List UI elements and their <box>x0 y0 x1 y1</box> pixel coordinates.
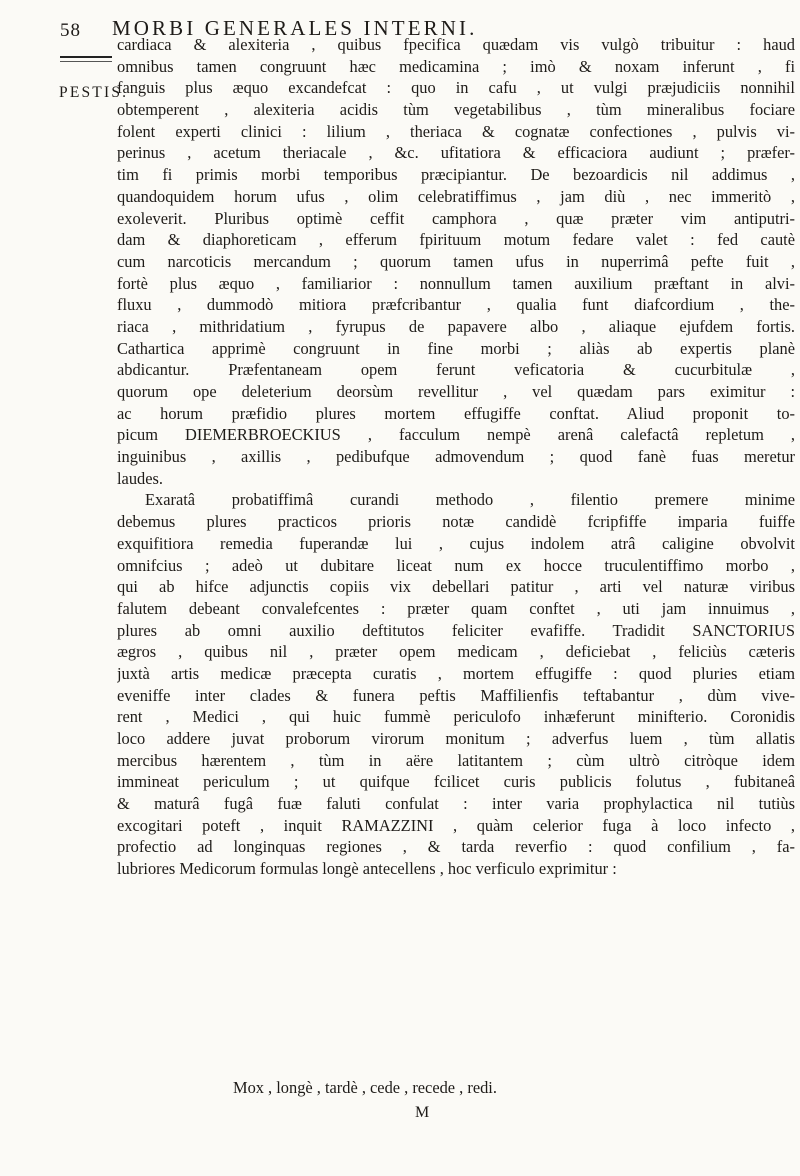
text-line: omnibus tamen congruunt hæc medicamina ; imò & noxam inferunt , fi <box>117 56 795 76</box>
text-line: exquifitiora remedia fuperandæ lui , cujus indolem atrâ caligine obvolvit <box>117 533 795 553</box>
text-line: exoleverit. Pluribus optimè ceffit camphora , quæ præter vim antiputri- <box>117 208 795 228</box>
catchword: M <box>415 1104 431 1121</box>
text-line: cardiaca & alexiteria , quibus fpecifica quædam vis vulgò tribuitur : haud <box>117 35 795 54</box>
text-line: fanguis plus æquo excandefcat : quo in cafu , ut vulgi præjudiciis nonnihil <box>117 78 795 98</box>
text-line: qui ab hifce adjunctis copiis vix debellari patitur , arti vel naturæ viribus <box>117 577 795 597</box>
text-line: Cathartica apprimè congruunt in fine morbi ; aliàs ab expertis planè <box>117 338 795 358</box>
text-line: plures ab omni auxilio deftitutos feliciter evafiffe. Tradidit SANCTORIUS <box>117 620 795 640</box>
text-line: perinus , acetum theriacale , &c. ufitatiora & efficaciora audiunt ; præfer- <box>117 143 795 163</box>
text-line: fortè plus æquo , familiarior : nonnullum tamen auxilium præftant in alvi- <box>117 273 795 293</box>
text-line: excogitari poteft , inquit RAMAZZINI , quàm celerior fuga à loco infecto , <box>117 815 795 835</box>
text-line: folent experti clinici : lilium , theriaca & cognatæ confectiones , pulvis vi- <box>117 121 795 141</box>
text-line: fluxu , dummodò mitiora præfcribantur , qualia funt diafcordium , the- <box>117 295 795 315</box>
text-line: ac horum præfidio plures mortem effugiffe conftat. Aliud proponit to- <box>117 403 795 423</box>
running-head: MORBI GENERALES INTERNI. <box>112 16 478 40</box>
text-line: juxtà artis medicæ præcepta curatis , mortem effugiffe : quod pluries etiam <box>117 663 795 683</box>
text-line: eveniffe inter clades & funera peftis Maffilienfis teftabantur , dùm vive- <box>117 685 795 705</box>
paragraph <box>117 489 795 879</box>
text-line: picum DIEMERBROECKIUS , facculum nempè arenâ calefactâ repletum , <box>117 425 795 445</box>
text-line: cum narcoticis mercandum ; quorum tamen ufus in nuperrimâ pefte fuit , <box>117 251 795 271</box>
text-line: mercibus hærentem , tùm in aëre latitantem ; cùm ultrò citròque idem <box>117 750 795 770</box>
text-line: ægros , quibus nil , præter opem medicam , deficiebat , feliciùs cæteris <box>117 642 795 662</box>
proverb-line: Mox , longè , tardè , cede , recede , redi. <box>233 1078 497 1097</box>
page-number: 58 <box>60 20 81 41</box>
text-line: quorum ope deleterium deorsùm revellitur , vel quædam pars eximitur : <box>117 382 795 401</box>
text-line: loco addere juvat proborum virorum monitum ; adverfus luem , tùm allatis <box>117 729 795 748</box>
body-text <box>117 34 795 880</box>
text-line: laudes. <box>117 468 163 488</box>
margin-note: PESTIS. <box>59 84 129 101</box>
margin-rule <box>60 56 112 62</box>
text-line: Exaratâ probatiffimâ curandi methodo , filentio premere minime <box>145 490 795 510</box>
text-line: dam & diaphoreticam , efferum fpirituum motum fedare valet : fed cautè <box>117 230 795 250</box>
text-line: debemus plures practicos prioris notæ candidè fcripfiffe imparia fuiffe <box>117 512 795 532</box>
text-line: inguinibus , axillis , pedibufque admovendum ; quod fanè fuas meretur <box>117 447 795 467</box>
text-line: rent , Medici , qui huic fummè periculofo inhæferunt minifterio. Coronidis <box>117 707 795 727</box>
paragraph <box>117 34 795 489</box>
text-line: quandoquidem horum ufus , olim celebratiffimus , jam diù , nec immeritò , <box>117 186 795 206</box>
text-line: immineat periculum ; ut quifque fcilicet curis publicis folutus , fubitaneâ <box>117 772 795 792</box>
text-line: profectio ad longinquas regiones , & tarda reverfio : quod confilium , fa- <box>117 837 795 857</box>
text-line: abdicantur. Præfentaneam opem ferunt veficatoria & cucurbitulæ , <box>117 360 795 380</box>
text-line: & maturâ fugâ fuæ faluti confulat : inter varia prophylactica nil tutiùs <box>117 794 795 814</box>
text-line: tim fi primis morbi temporibus præcipiantur. De bezoardicis nil addimus , <box>117 165 795 185</box>
text-line: riaca , mithridatium , fyrupus de papavere albo , aliaque ejufdem fortis. <box>117 316 795 336</box>
text-line: omnifcius ; adeò ut dubitare liceat num ex hocce truculentiffimo morbo , <box>117 555 795 575</box>
text-line: falutem debeant convalefcentes : præter quam conftet , uti jam innuimus , <box>117 598 795 618</box>
text-line: lubriores Medicorum formulas longè antecellens , hoc verficulo exprimitur : <box>117 859 617 879</box>
text-line: obtemperent , alexiteria acidis tùm vegetabilibus , tùm mineralibus fociare <box>117 100 795 120</box>
